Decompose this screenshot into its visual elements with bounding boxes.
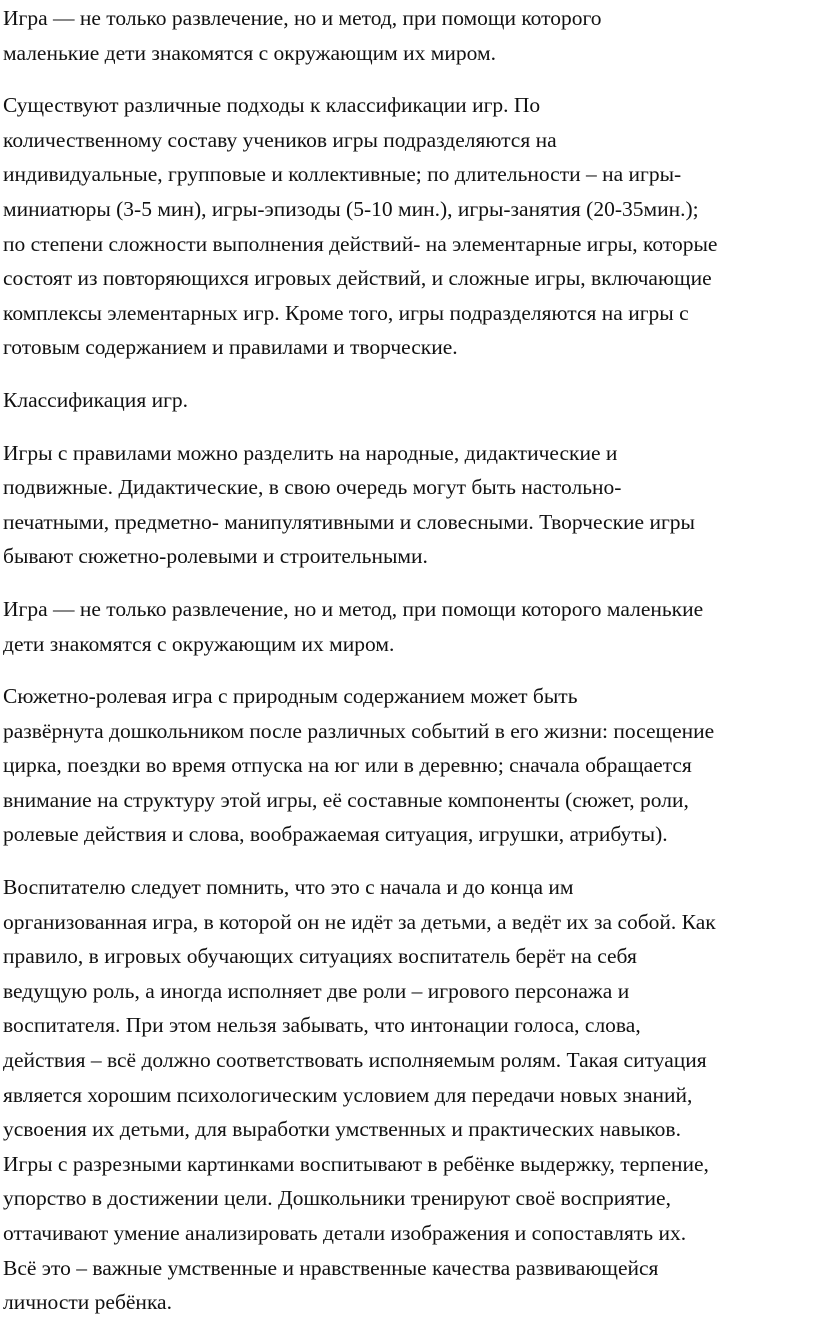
paragraph-classification-approaches: Существуют различные подходы к классификации игр. По количественному составу учеников игры подразделяются на индивидуальные, групповые и коллективные; по длительности – на игры- миниатюры (3-5 мин), игры-эпизоды (5-10 мин.), игры-занятия (20-35мин.); по степени сложности выполнения действий- на элементарные игры, которые состоят из повторяющихся игровых действий, и сложные игры, включающие комплексы элементарных игр. Кроме того, игры подразделяются на игры с готовым содержанием и правилами и творческие. bbox=[3, 93, 718, 360]
document-page bbox=[3, 0, 811, 1320]
paragraph-role-play: Сюжетно-ролевая игра с природным содержанием может быть развёрнута дошкольником после различных событий в его жизни: посещение цирка, поездки во время отпуска на юг или в деревню; сначала обращается внимание на структуру этой игры, её составные компоненты (сюжет, роли, ролевые действия и слова, воображаемая ситуация, игрушки, атрибуты). bbox=[3, 684, 715, 847]
paragraph-intro-repeat: Игра — не только развлечение, но и метод, при помощи которого маленькие дети знакомятся с окружающим их миром. bbox=[3, 596, 704, 656]
paragraph-intro: Игра — не только развлечение, но и метод, при помощи которого маленькие дети знакомятся с окружающим их миром. bbox=[3, 6, 602, 65]
paragraph-heading-classification: Классификация игр. bbox=[3, 387, 189, 412]
paragraph-educator: Воспитателю следует помнить, что это с начала и до конца им организованная игра, в которой он не идёт за детьми, а ведёт их за собой. Как правило, в игровых обучающих ситуациях воспитатель берёт на себя ведущую роль, а иногда исполняет две роли – игрового персонажа и воспитателя. При этом нельзя забывать, что интонации голоса, слова, действия – всё должно соответствовать исполняемым ролям. Такая ситуация является хорошим психологическим условием для передачи новых знаний, усвоения их детьми, для выработки умственных и практических навыков. Игры с разрезными картинками воспитывают в ребёнке выдержку, терпение, упорство в достижении цели. Дошкольники тренируют своё восприятие, оттачивают умение анализировать детали изображения и сопоставлять их. Всё это – важные умственные и нравственные качества развивающейся личности ребёнка. bbox=[3, 875, 716, 1315]
paragraph-games-with-rules: Игры с правилами можно разделить на народные, дидактические и подвижные. Дидактические, в свою очередь могут быть настольно- печатными, предметно- манипулятивными и словесными. Творческие игры бывают сюжетно-ролевыми и строительными. bbox=[3, 440, 695, 569]
